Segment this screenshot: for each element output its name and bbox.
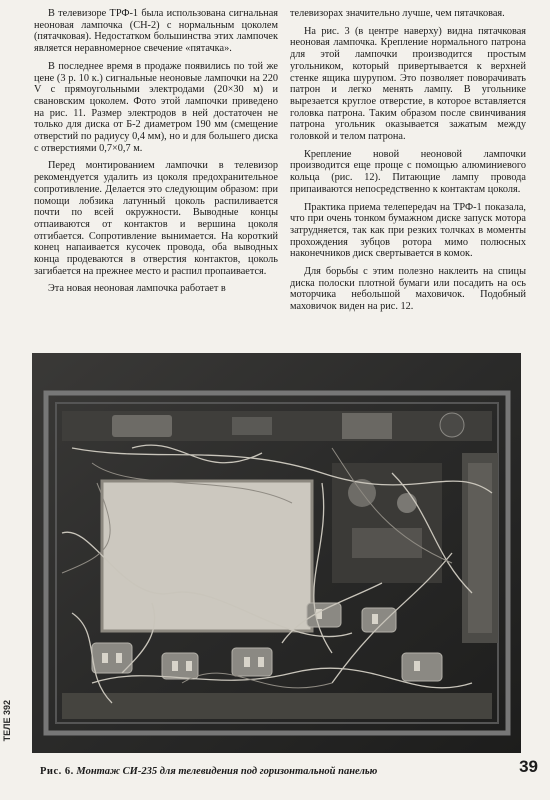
figure-caption — [40, 766, 480, 777]
figure-photo — [32, 353, 521, 753]
page-number: 39 — [519, 757, 538, 776]
right-text-column — [290, 8, 526, 319]
paragraph: Для борьбы с этим полезно наклеить на спицы диска полоски плотной бумаги или посадить на ось моторчика небольшой маховичок. Подобный маховичок виден на рис. 12. — [290, 266, 526, 313]
paragraph: Эта новая неоновая лампочка работает в — [48, 283, 226, 295]
caption-label: Рис. 6. — [40, 766, 74, 777]
caption-text: Монтаж СИ-235 для телевидения под горизонтальной панелью — [76, 766, 378, 777]
paragraph: Крепление новой неоновой лампочки производится еще проще с помощью алюминиевого кольца (рис. 12). Питающие лампу провода припаиваются непосредственно к контактам цоколя. — [290, 148, 526, 195]
chassis-wiring-photo — [32, 353, 521, 753]
paragraph: Перед монтированием лампочки в телевизор рекомендуется удалить из цоколя предохранительное сопротивление. Делается это следующим образом: при помощи лобзика латунный цоколь распиливается почти по всей окружности. Выводные концы отпаиваются от контактов и вершина цоколя отгибается. Сопротивление вынимается. На короткий конец напаивается кусочек провода, оба выводных конца продеваются в отверстия контактов, цоколь загибается на прежнее место и распил пропаивается. — [34, 160, 278, 277]
paragraph: Практика приема телепередач на ТРФ-1 показала, что при очень тонком бумажном диске запуск мотора затрудняется, так как при резких толчках в моменты прохождения зубцов ротора мимо полюсных наконечников диск свертывается в комок. — [290, 201, 526, 260]
paragraph: телевизорах значительно лучше, чем пятачковая. — [290, 8, 505, 19]
paragraph: На рис. 3 (в центре наверху) видна пятачковая неоновая лампочка. Крепление нормального патрона для этой лампочки производится простым угольником, который привертывается к верхней стенке ящика шурупом. Это позволяет поворачивать патрон и легко менять лампу. В угольнике вырезается круглое отверстие, в которое вставляется головка патрона. Таким образом после свинчивания патрона угольник оказывается зажатым между головкой и телом патрона. — [290, 25, 526, 143]
paragraph: В последнее время в продаже появились по той же цене (3 р. 10 к.) сигнальные неоновые лампочки на 220 V с прямоугольными электродами (20×30 м) и свановским цоколем. Фото этой лампочки приведено на рис. 11. Размер электродов в ней достаточен не только для диска от Б-2 диаметром 190 мм (смещение отверстий по радиусу 0,4 мм), но и для большего диска с отверстиями 0,7×0,7 м. — [34, 60, 278, 154]
paragraph: В телевизоре ТРФ-1 была использована сигнальная неоновая лампочка (СН-2) с нормальным цоколем (пятачковая). Недостатком большинства этих лампочек является неравномерное свечение «пятачка». — [34, 8, 278, 55]
side-margin-mark: ТЕЛЕ 392 — [2, 700, 12, 742]
left-text-column — [34, 8, 278, 301]
